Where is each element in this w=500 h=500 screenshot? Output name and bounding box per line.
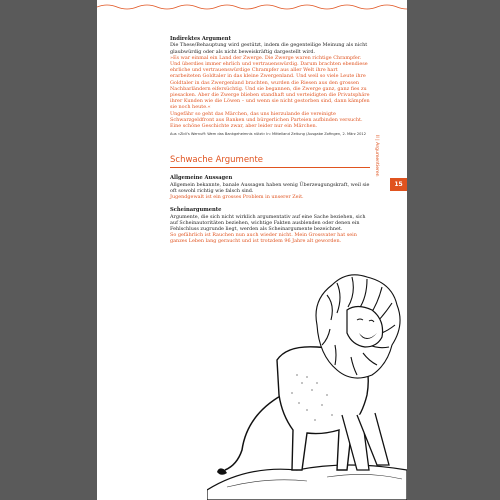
indirect-argument-section (170, 36, 370, 137)
lion-illustration (207, 265, 407, 500)
pseudo-arguments-text: Argumente, die sich nicht wirklich argumentativ auf eine Sache beziehen, sich auf Scheinautoritäten beziehen, wichtige Fakten ausblenden oder denen ein Fehlschluss zugrunde liegt, werden als Scheinargumente bezeichnet. (170, 213, 366, 233)
pseudo-arguments-section (170, 207, 370, 244)
source-citation: Aus «Zidi’s Wernuff: Wem das Bankgeheimnis nützt» In: Mittelland Zeitung (Ausgabe Zofingen, 2. März 2012 (170, 132, 366, 137)
decorative-top-border (97, 0, 407, 20)
page-number: 15 (390, 178, 407, 191)
document-page (97, 0, 407, 500)
indirect-argument-lead: Die These/Behauptung wird gestützt, indem die gegenteilige Meinung als nicht glaubwürdig oder als nicht beweiskräftig dargestellt wird. (170, 42, 368, 55)
general-statements-example: Jugendgewalt ist ein grosses Problem in unserer Zeit. (170, 194, 304, 201)
indirect-argument-quote: »Es war einmal ein Land der Zwerge. Die Zwerge waren richtige Chrampfer. Und überdies immer ehrlich und vertrauenswürdig. Darum brachten ebendiese ehrliche und vertrauenswürdige Chrampfer aus aller Welt ihre hart erarbeiteten Goldtaler in das kleine Zwergenland. Und weil so viele Leute ihre Goldtaler in das Zwergenland brachten, wurden die Riesen aus den grossen Nachbarländern eifersüchtig. Und sie begannen, die Zwerge ganz, ganz fies zu piesacken. Aber die Zwerge blieben standhaft und verteidigten die Privatsphäre ihrer Kunden wie die Löwen – und wenn sie nicht gestorben sind, dann kämpfen sie noch heute.« (170, 54, 370, 111)
pseudo-arguments-example: So gefährlich ist Rauchen nun auch wieder nicht. Mein Grossvater hat sein ganzes Leben lang geraucht und ist trotzdem 96 Jahre alt geworden. (170, 232, 357, 245)
chapter-label: II | Argumentieren (374, 135, 379, 177)
general-statements-section (170, 175, 370, 200)
general-statements-title: Allgemeine Aussagen (170, 175, 233, 182)
main-content (170, 36, 370, 252)
indirect-argument-quote-continued: Ungefähr so geht das Märchen, das uns hierzulande die vereinigte Schwarzgeldfront aus Banken und bürgerlichen Parteien aufbinden versucht. Eine schöne Geschichte zwar, aber leider nur ein Märchen. (170, 110, 363, 130)
section-divider (170, 167, 370, 168)
section-title-weak-arguments: Schwache Argumente (170, 155, 264, 166)
indirect-argument-title: Indirektes Argument (170, 36, 231, 42)
general-statements-text: Allgemein bekannte, banale Aussagen haben wenig Überzeugungskraft, weil sie oft sowohl richtig wie falsch sind. (170, 181, 370, 194)
pseudo-arguments-title: Scheinargumente (170, 207, 222, 214)
